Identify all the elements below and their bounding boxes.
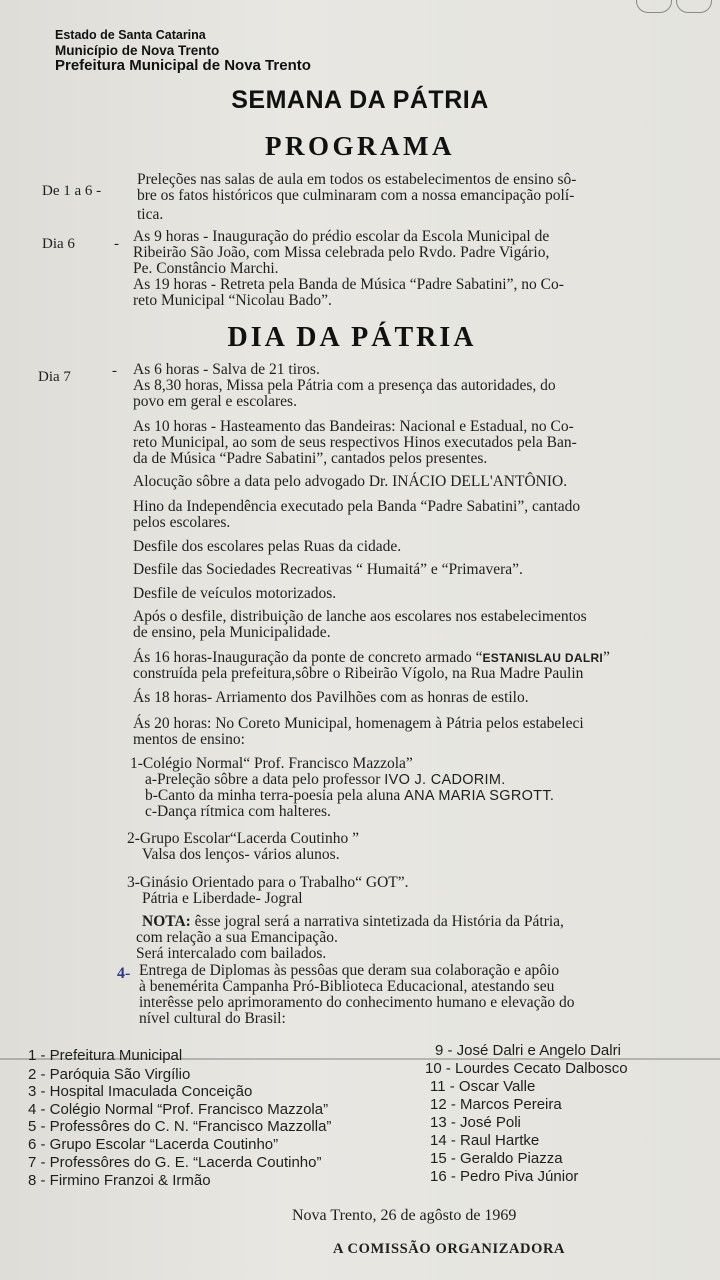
program-text-line: Preleções nas salas de aula em todos os estabelecimentos de ensino sô-: [137, 171, 577, 188]
dia7-dash: -: [112, 363, 117, 379]
program-label-1: De 1 a 6 -: [42, 183, 102, 199]
dia7-line: pelos escolares.: [133, 514, 231, 531]
dia7-line: povo em geral e escolares.: [133, 393, 297, 410]
dia7-line: As 10 horas - Hasteamento das Bandeiras: Nacional e Estadual, no Co-: [133, 418, 574, 435]
item-4-line: Entrega de Diplomas às pessôas que deram sua colaboração e apôio: [139, 962, 560, 979]
dia7-line: mentos de ensino:: [133, 731, 245, 748]
header-prefecture: Prefeitura Municipal de Nova Trento: [55, 57, 311, 74]
dia7-line: da de Música “Padre Sabatini”, cantados pelos presentes.: [133, 450, 488, 467]
honoree-right: 9 - José Dalri e Angelo Dalri: [435, 1042, 621, 1059]
item-4-line: interêsse pelo aprimoramento do conhecimento humano e elevação do: [139, 994, 575, 1011]
dia7-line: Desfile de veículos motorizados.: [133, 585, 337, 602]
item-1: 1-Colégio Normal“ Prof. Francisco Mazzola”: [130, 755, 413, 772]
item-4-line: à benemérita Campanha Pró-Biblioteca Educacional, atestando seu: [139, 978, 555, 995]
signature-committee: A COMISSÃO ORGANIZADORA: [333, 1241, 566, 1257]
honoree-left: 1 - Prefeitura Municipal: [28, 1047, 183, 1064]
program-text-line: tica.: [137, 206, 164, 223]
honoree-right: 15 - Geraldo Piazza: [430, 1150, 563, 1167]
dia7-line: Desfile dos escolares pelas Ruas da cidade.: [133, 538, 402, 555]
honoree-right: 12 - Marcos Pereira: [430, 1096, 562, 1113]
dia7-line: Alocução sôbre a data pelo advogado Dr. INÁCIO DELL'ANTÔNIO.: [133, 473, 568, 490]
honoree-right: 14 - Raul Hartke: [430, 1132, 540, 1149]
program-text-line: bre os fatos históricos que culminaram com a nossa emancipação polí-: [137, 187, 575, 204]
program-heading: PROGRAMA: [265, 131, 455, 161]
dia-da-patria-heading: DIA DA PÁTRIA: [227, 322, 477, 353]
honoree-left: 8 - Firmino Franzoi & Irmão: [28, 1172, 211, 1189]
dia7-line: Desfile das Sociedades Recreativas “ Humaitá” e “Primavera”.: [133, 561, 523, 578]
page-corner-mark: [676, 0, 712, 13]
nota-line: com relação a sua Emancipação.: [136, 929, 338, 946]
dia7-label: Dia 7: [38, 369, 71, 385]
dia7-line: Hino da Independência executado pela Banda “Padre Sabatini”, cantado: [133, 498, 581, 515]
honoree-right: 10 - Lourdes Cecato Dalbosco: [425, 1060, 628, 1077]
dia7-line: construída pela prefeitura,sôbre o Ribeirão Vígolo, na Rua Madre Paulin: [133, 665, 584, 682]
dia7-line: Ás 18 horas- Arriamento dos Pavilhões com as honras de estilo.: [133, 689, 529, 706]
item-1c: c-Dança rítmica com halteres.: [145, 803, 331, 820]
dia7-line: Após o desfile, distribuição de lanche aos escolares nos estabelecimentos: [133, 608, 587, 625]
dia7-line: de ensino, pela Municipalidade.: [133, 624, 331, 641]
honoree-left: 2 - Paróquia São Virgílio: [28, 1066, 191, 1083]
nota-line: NOTA: êsse jogral será a narrativa sintetizada da História da Pátria,: [142, 913, 564, 930]
item-1a: a-Preleção sôbre a data pelo professor IVO J. CADORIM.: [145, 771, 506, 788]
header-state: Estado de Santa Catarina: [55, 28, 206, 42]
program-text-line: As 9 horas - Inauguração do prédio escolar da Escola Municipal de: [133, 228, 550, 245]
dia7-line: Ás 20 horas: No Coreto Municipal, homenagem à Pátria pelos estabeleci: [133, 715, 584, 732]
honoree-left: 5 - Professôres do C. N. “Francisco Mazzolla”: [28, 1118, 332, 1135]
nota-line: Será intercalado com bailados.: [136, 945, 327, 962]
program-text-line: As 19 horas - Retreta pela Banda de Música “Padre Sabatini”, no Co-: [133, 276, 564, 293]
page-corner-mark: [636, 0, 672, 13]
item-1b: b-Canto da minha terra-poesia pela aluna ANA MARIA SGROTT.: [145, 787, 555, 804]
dia7-line: As 8,30 horas, Missa pela Pátria com a presença das autoridades, do: [133, 377, 556, 394]
program-text-line: Ribeirão São João, com Missa celebrada pelo Rvdo. Padre Vigário,: [133, 244, 550, 261]
program-dash: -: [114, 236, 119, 252]
page-title: SEMANA DA PÁTRIA: [231, 86, 489, 114]
honoree-left: 6 - Grupo Escolar “Lacerda Coutinho”: [28, 1136, 279, 1153]
item-3: 3-Ginásio Orientado para o Trabalho“ GOT”.: [127, 874, 409, 891]
honoree-right: 16 - Pedro Piva Júnior: [430, 1168, 579, 1185]
item-4-number: 4-: [117, 965, 131, 982]
item-2a: Valsa dos lenços- vários alunos.: [142, 846, 340, 863]
honoree-right: 11 - Oscar Valle: [430, 1078, 536, 1095]
honoree-left: 3 - Hospital Imaculada Conceição: [28, 1083, 253, 1100]
date-line: Nova Trento, 26 de agôsto de 1969: [292, 1207, 517, 1224]
honoree-right: 13 - José Poli: [430, 1114, 521, 1131]
item-4-line: nível cultural do Brasil:: [139, 1010, 286, 1027]
program-text-line: Pe. Constâncio Marchi.: [133, 260, 279, 277]
dia7-line: reto Municipal, ao som de seus respectivos Hinos executados pela Ban-: [133, 434, 577, 451]
honoree-left: 4 - Colégio Normal “Prof. Francisco Mazzola”: [28, 1101, 329, 1118]
program-label-2: Dia 6: [42, 236, 75, 252]
program-text-line: reto Municipal “Nicolau Bado”.: [133, 292, 332, 309]
item-2: 2-Grupo Escolar“Lacerda Coutinho ”: [127, 830, 359, 847]
honoree-left: 7 - Professôres do G. E. “Lacerda Coutinho”: [28, 1154, 322, 1171]
dia7-line: As 6 horas - Salva de 21 tiros.: [133, 361, 320, 378]
header-municipality: Município de Nova Trento: [55, 43, 220, 58]
dia7-line: Ás 16 horas-Inauguração da ponte de concreto armado “ESTANISLAU DALRI”: [133, 649, 610, 666]
item-3a: Pátria e Liberdade- Jogral: [142, 890, 303, 907]
